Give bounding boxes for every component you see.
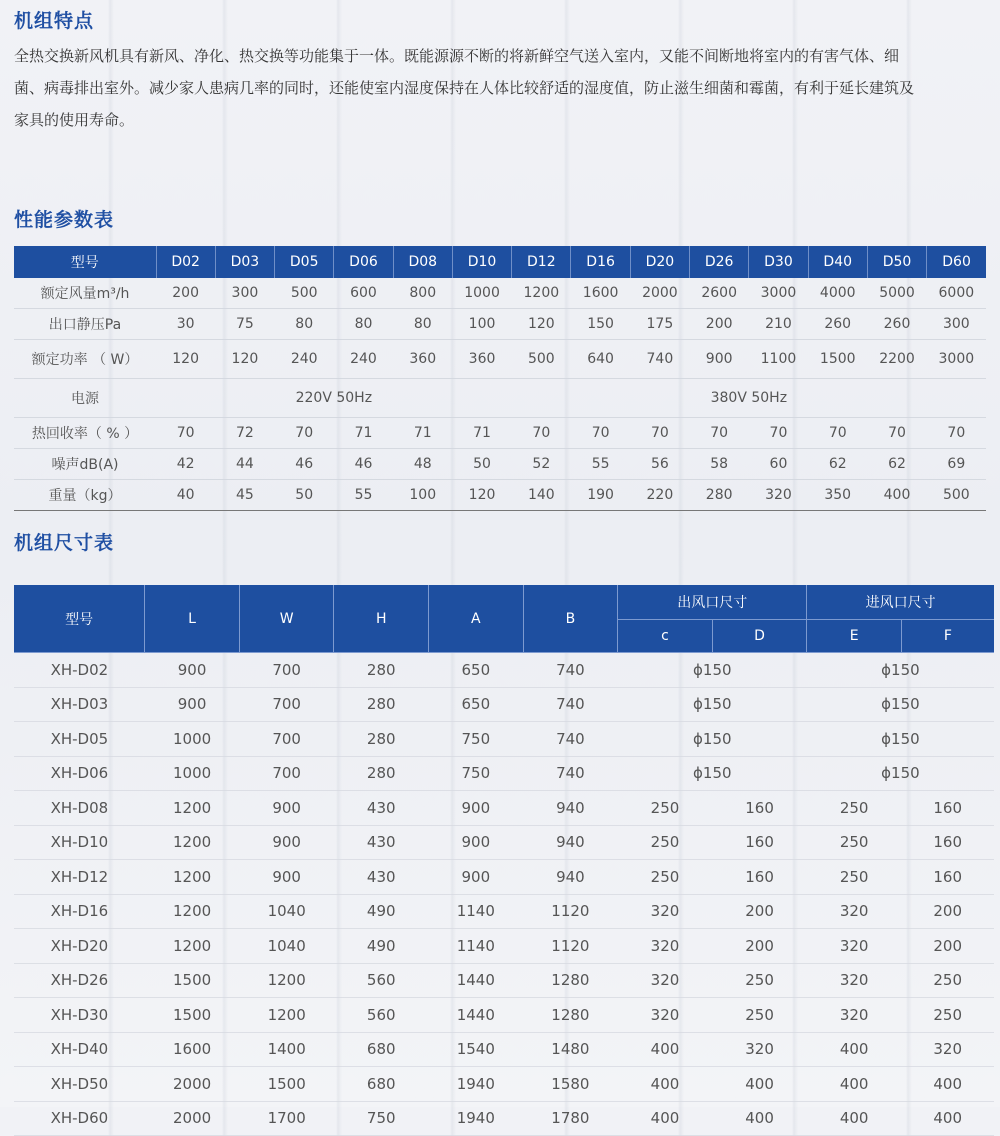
header-d06: D06 (334, 246, 393, 278)
table-row (14, 1101, 994, 1136)
header-d10: D10 (452, 246, 511, 278)
row-label: 出口静压Pa (14, 309, 156, 340)
table-cell: 1000 (452, 278, 511, 309)
table-cell: 320 (749, 480, 808, 511)
cell-d: 160 (712, 860, 807, 895)
table-cell: 140 (512, 480, 571, 511)
table-cell: 120 (452, 480, 511, 511)
cell-f: 160 (901, 825, 994, 860)
cell-l: 1200 (145, 860, 240, 895)
table-row (14, 894, 994, 929)
cell-h: 280 (334, 687, 429, 722)
cell-e: 250 (807, 860, 902, 895)
cell-a: 900 (429, 791, 524, 826)
cell-h: 560 (334, 963, 429, 998)
performance-table (14, 246, 986, 511)
table-cell: 5000 (867, 278, 926, 309)
cell-l: 1500 (145, 998, 240, 1033)
col-L: L (145, 585, 240, 653)
cell-w: 700 (239, 756, 334, 791)
cell-d: 160 (712, 825, 807, 860)
table-cell: 50 (452, 449, 511, 480)
table-row (14, 653, 994, 688)
table-cell: 2200 (867, 340, 926, 379)
cell-model: XH-D05 (14, 722, 145, 757)
perf-row (14, 309, 986, 340)
cell-b: 1480 (523, 1032, 618, 1067)
cell-f: 160 (901, 791, 994, 826)
cell-a: 650 (429, 687, 524, 722)
table-cell: 640 (571, 340, 630, 379)
table-cell: 300 (927, 309, 986, 340)
header-d26: D26 (690, 246, 749, 278)
cell-model: XH-D40 (14, 1032, 145, 1067)
cell-l: 1000 (145, 756, 240, 791)
cell-w: 1400 (239, 1032, 334, 1067)
cell-w: 900 (239, 860, 334, 895)
cell-model: XH-D12 (14, 860, 145, 895)
header-d40: D40 (808, 246, 867, 278)
table-cell: 75 (215, 309, 274, 340)
cell-b: 1280 (523, 998, 618, 1033)
table-cell: 4000 (808, 278, 867, 309)
power-220v: 220V 50Hz (156, 379, 512, 418)
cell-a: 1940 (429, 1067, 524, 1102)
outlet-diameter: ϕ150 (618, 653, 807, 688)
col-A: A (429, 585, 524, 653)
cell-b: 740 (523, 687, 618, 722)
table-cell: 300 (215, 278, 274, 309)
row-label: 额定风量m³/h (14, 278, 156, 309)
table-cell: 30 (156, 309, 215, 340)
cell-w: 1500 (239, 1067, 334, 1102)
row-label: 额定功率 （ W） (14, 340, 156, 379)
cell-l: 1000 (145, 722, 240, 757)
table-cell: 70 (867, 418, 926, 449)
table-cell: 210 (749, 309, 808, 340)
cell-e: 400 (807, 1032, 902, 1067)
cell-l: 1600 (145, 1032, 240, 1067)
table-cell: 120 (512, 309, 571, 340)
table-row (14, 722, 994, 757)
cell-c: 250 (618, 860, 713, 895)
cell-d: 200 (712, 929, 807, 964)
cell-model: XH-D60 (14, 1101, 145, 1136)
cell-e: 400 (807, 1101, 902, 1136)
cell-l: 1200 (145, 894, 240, 929)
table-cell: 500 (275, 278, 334, 309)
cell-w: 900 (239, 791, 334, 826)
table-cell: 70 (571, 418, 630, 449)
cell-f: 320 (901, 1032, 994, 1067)
cell-f: 160 (901, 860, 994, 895)
cell-l: 1200 (145, 791, 240, 826)
cell-b: 1280 (523, 963, 618, 998)
table-cell: 175 (630, 309, 689, 340)
table-cell: 240 (275, 340, 334, 379)
cell-e: 320 (807, 998, 902, 1033)
cell-model: XH-D26 (14, 963, 145, 998)
cell-a: 1540 (429, 1032, 524, 1067)
table-cell: 69 (927, 449, 986, 480)
table-cell: 60 (749, 449, 808, 480)
cell-b: 1780 (523, 1101, 618, 1136)
cell-f: 250 (901, 998, 994, 1033)
performance-title: 性能参数表 (14, 209, 115, 231)
cell-model: XH-D20 (14, 929, 145, 964)
table-cell: 240 (334, 340, 393, 379)
row-label: 热回收率（ % ） (14, 418, 156, 449)
header-d30: D30 (749, 246, 808, 278)
cell-b: 1120 (523, 894, 618, 929)
table-cell: 56 (630, 449, 689, 480)
table-cell: 1200 (512, 278, 571, 309)
table-row (14, 756, 994, 791)
table-cell: 72 (215, 418, 274, 449)
table-cell: 350 (808, 480, 867, 511)
table-row (14, 791, 994, 826)
table-cell: 80 (334, 309, 393, 340)
cell-w: 700 (239, 653, 334, 688)
perf-row (14, 418, 986, 449)
table-cell: 42 (156, 449, 215, 480)
col-D: D (712, 620, 807, 653)
table-cell: 62 (867, 449, 926, 480)
col-H: H (334, 585, 429, 653)
table-cell: 1500 (808, 340, 867, 379)
cell-h: 750 (334, 1101, 429, 1136)
table-cell: 120 (215, 340, 274, 379)
cell-l: 900 (145, 653, 240, 688)
table-cell: 70 (749, 418, 808, 449)
inlet-diameter: ϕ150 (807, 756, 994, 791)
cell-e: 320 (807, 894, 902, 929)
cell-w: 700 (239, 687, 334, 722)
outlet-diameter: ϕ150 (618, 687, 807, 722)
cell-b: 1580 (523, 1067, 618, 1102)
table-cell: 71 (334, 418, 393, 449)
table-cell: 70 (275, 418, 334, 449)
table-cell: 3000 (749, 278, 808, 309)
cell-model: XH-D30 (14, 998, 145, 1033)
cell-l: 2000 (145, 1101, 240, 1136)
row-label: 噪声dB(A) (14, 449, 156, 480)
table-cell: 360 (452, 340, 511, 379)
cell-e: 400 (807, 1067, 902, 1102)
table-cell: 70 (808, 418, 867, 449)
inlet-diameter: ϕ150 (807, 722, 994, 757)
table-row (14, 929, 994, 964)
table-cell: 50 (275, 480, 334, 511)
table-cell: 55 (571, 449, 630, 480)
table-row (14, 998, 994, 1033)
table-cell: 44 (215, 449, 274, 480)
cell-w: 1200 (239, 998, 334, 1033)
cell-d: 400 (712, 1067, 807, 1102)
col-c: c (618, 620, 713, 653)
table-cell: 71 (393, 418, 452, 449)
cell-h: 430 (334, 860, 429, 895)
perf-row (14, 449, 986, 480)
cell-l: 1500 (145, 963, 240, 998)
cell-f: 200 (901, 929, 994, 964)
features-title: 机组特点 (14, 10, 95, 32)
table-cell: 1600 (571, 278, 630, 309)
cell-a: 1140 (429, 894, 524, 929)
cell-a: 1440 (429, 998, 524, 1033)
col-W: W (239, 585, 334, 653)
performance-header-row (14, 246, 986, 278)
cell-l: 2000 (145, 1067, 240, 1102)
cell-h: 560 (334, 998, 429, 1033)
table-cell: 360 (393, 340, 452, 379)
table-cell: 3000 (927, 340, 986, 379)
table-cell: 400 (867, 480, 926, 511)
col-model: 型号 (14, 585, 145, 653)
cell-h: 680 (334, 1067, 429, 1102)
features-text: 全热交换新风机具有新风、净化、热交换等功能集于一体。既能源源不断的将新鲜空气送入室内，又能不间断地将室内的有害气体、细菌、病毒排出室外。减少家人患病几率的同时，还能使室内湿度保持在人体比较舒适的湿度值，防止滋生细菌和霉菌，有利于延长建筑及家具的使用寿命。 (14, 47, 915, 129)
table-cell: 70 (630, 418, 689, 449)
header-d08: D08 (393, 246, 452, 278)
table-row (14, 963, 994, 998)
table-cell: 2600 (690, 278, 749, 309)
cell-a: 900 (429, 860, 524, 895)
perf-row (14, 480, 986, 511)
cell-c: 320 (618, 998, 713, 1033)
outlet-diameter: ϕ150 (618, 756, 807, 791)
cell-w: 900 (239, 825, 334, 860)
cell-a: 750 (429, 722, 524, 757)
cell-d: 160 (712, 791, 807, 826)
header-d20: D20 (630, 246, 689, 278)
cell-c: 400 (618, 1101, 713, 1136)
col-outlet-size: 出风口尺寸 (618, 585, 807, 620)
inlet-diameter: ϕ150 (807, 687, 994, 722)
header-d03: D03 (215, 246, 274, 278)
table-cell: 100 (393, 480, 452, 511)
table-row (14, 1032, 994, 1067)
table-cell: 46 (275, 449, 334, 480)
table-cell: 70 (927, 418, 986, 449)
cell-h: 680 (334, 1032, 429, 1067)
table-cell: 120 (156, 340, 215, 379)
cell-b: 940 (523, 825, 618, 860)
table-row (14, 825, 994, 860)
table-cell: 40 (156, 480, 215, 511)
table-cell: 70 (156, 418, 215, 449)
cell-f: 200 (901, 894, 994, 929)
table-cell: 58 (690, 449, 749, 480)
table-cell: 52 (512, 449, 571, 480)
table-cell: 150 (571, 309, 630, 340)
cell-d: 250 (712, 963, 807, 998)
col-E: E (807, 620, 902, 653)
header-d05: D05 (275, 246, 334, 278)
header-d60: D60 (927, 246, 986, 278)
table-cell: 70 (690, 418, 749, 449)
table-cell: 46 (334, 449, 393, 480)
table-cell: 80 (275, 309, 334, 340)
cell-b: 740 (523, 653, 618, 688)
row-label: 电源 (14, 379, 156, 418)
cell-w: 700 (239, 722, 334, 757)
cell-a: 750 (429, 756, 524, 791)
cell-e: 320 (807, 963, 902, 998)
cell-w: 1700 (239, 1101, 334, 1136)
table-cell: 500 (927, 480, 986, 511)
cell-model: XH-D08 (14, 791, 145, 826)
cell-c: 320 (618, 963, 713, 998)
cell-a: 650 (429, 653, 524, 688)
table-cell: 48 (393, 449, 452, 480)
cell-w: 1200 (239, 963, 334, 998)
table-cell: 62 (808, 449, 867, 480)
cell-f: 400 (901, 1067, 994, 1102)
header-model: 型号 (14, 246, 156, 278)
cell-c: 250 (618, 791, 713, 826)
cell-l: 900 (145, 687, 240, 722)
cell-model: XH-D02 (14, 653, 145, 688)
cell-h: 280 (334, 653, 429, 688)
cell-w: 1040 (239, 929, 334, 964)
header-d16: D16 (571, 246, 630, 278)
table-cell: 800 (393, 278, 452, 309)
cell-model: XH-D06 (14, 756, 145, 791)
cell-h: 490 (334, 894, 429, 929)
cell-d: 320 (712, 1032, 807, 1067)
cell-a: 1440 (429, 963, 524, 998)
col-F: F (901, 620, 994, 653)
table-row (14, 860, 994, 895)
table-cell: 260 (808, 309, 867, 340)
cell-d: 250 (712, 998, 807, 1033)
table-cell: 200 (156, 278, 215, 309)
table-cell: 190 (571, 480, 630, 511)
header-d50: D50 (867, 246, 926, 278)
table-cell: 280 (690, 480, 749, 511)
table-cell: 200 (690, 309, 749, 340)
cell-e: 250 (807, 825, 902, 860)
perf-row (14, 278, 986, 309)
cell-d: 200 (712, 894, 807, 929)
table-cell: 80 (393, 309, 452, 340)
cell-c: 400 (618, 1067, 713, 1102)
cell-b: 740 (523, 756, 618, 791)
header-d02: D02 (156, 246, 215, 278)
cell-c: 400 (618, 1032, 713, 1067)
cell-b: 940 (523, 860, 618, 895)
cell-w: 1040 (239, 894, 334, 929)
header-d12: D12 (512, 246, 571, 278)
cell-c: 250 (618, 825, 713, 860)
dimensions-header-row (14, 585, 994, 620)
table-cell: 70 (512, 418, 571, 449)
cell-h: 490 (334, 929, 429, 964)
cell-e: 320 (807, 929, 902, 964)
cell-c: 320 (618, 894, 713, 929)
cell-model: XH-D10 (14, 825, 145, 860)
cell-l: 1200 (145, 825, 240, 860)
col-inlet-size: 进风口尺寸 (807, 585, 994, 620)
cell-f: 250 (901, 963, 994, 998)
table-cell: 45 (215, 480, 274, 511)
col-B: B (523, 585, 618, 653)
inlet-diameter: ϕ150 (807, 653, 994, 688)
power-380v: 380V 50Hz (512, 379, 986, 418)
cell-h: 280 (334, 756, 429, 791)
row-label: 重量（kg） (14, 480, 156, 511)
table-cell: 100 (452, 309, 511, 340)
cell-h: 280 (334, 722, 429, 757)
cell-f: 400 (901, 1101, 994, 1136)
cell-h: 430 (334, 791, 429, 826)
table-cell: 900 (690, 340, 749, 379)
table-cell: 6000 (927, 278, 986, 309)
table-cell: 1100 (749, 340, 808, 379)
cell-e: 250 (807, 791, 902, 826)
dimensions-table (14, 585, 994, 1136)
outlet-diameter: ϕ150 (618, 722, 807, 757)
dimensions-title: 机组尺寸表 (14, 532, 115, 554)
cell-a: 1940 (429, 1101, 524, 1136)
table-cell: 260 (867, 309, 926, 340)
table-cell: 71 (452, 418, 511, 449)
table-cell: 600 (334, 278, 393, 309)
perf-row (14, 340, 986, 379)
table-cell: 740 (630, 340, 689, 379)
table-cell: 500 (512, 340, 571, 379)
cell-a: 900 (429, 825, 524, 860)
cell-a: 1140 (429, 929, 524, 964)
table-cell: 2000 (630, 278, 689, 309)
cell-b: 1120 (523, 929, 618, 964)
cell-model: XH-D16 (14, 894, 145, 929)
cell-l: 1200 (145, 929, 240, 964)
power-row (14, 379, 986, 418)
cell-c: 320 (618, 929, 713, 964)
cell-model: XH-D03 (14, 687, 145, 722)
cell-b: 740 (523, 722, 618, 757)
cell-model: XH-D50 (14, 1067, 145, 1102)
cell-b: 940 (523, 791, 618, 826)
table-row (14, 687, 994, 722)
table-cell: 220 (630, 480, 689, 511)
table-row (14, 1067, 994, 1102)
cell-d: 400 (712, 1101, 807, 1136)
table-cell: 55 (334, 480, 393, 511)
cell-h: 430 (334, 825, 429, 860)
